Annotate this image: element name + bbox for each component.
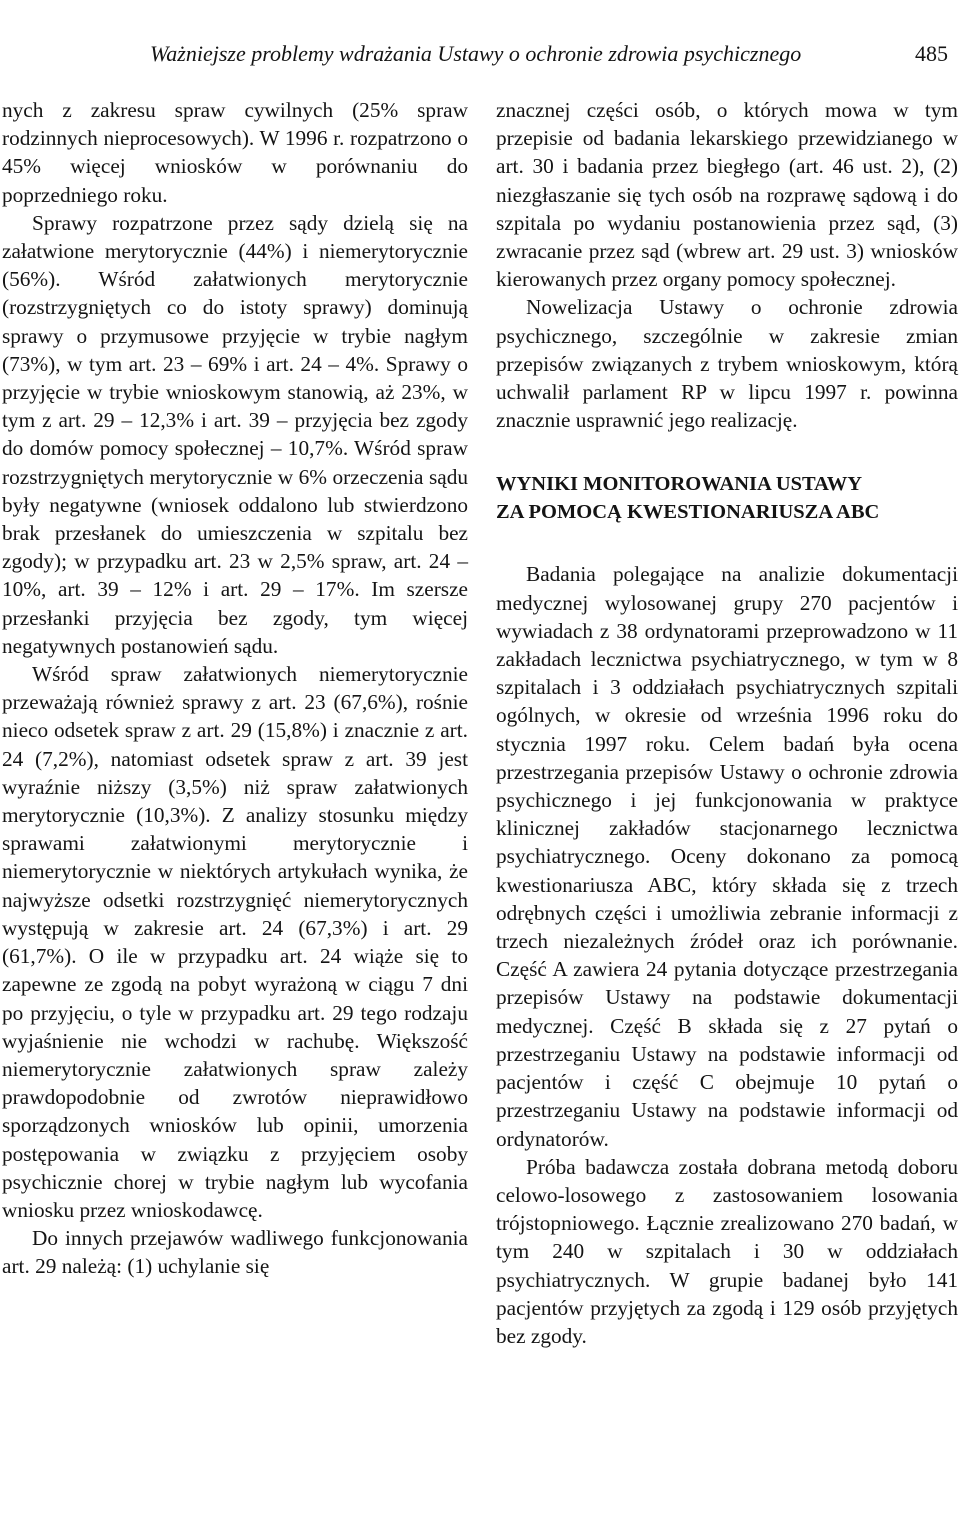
paragraph: Do innych przejawów wadliwego funkcjonowania art. 29 należą: (1) uchylanie się [2, 1226, 468, 1279]
running-title: Ważniejsze problemy wdrażania Ustawy o ochronie zdrowia psychicznego [150, 41, 802, 66]
section-heading [496, 470, 958, 526]
paragraph: nych z zakresu spraw cywilnych (25% spraw rodzinnych nieprocesowych). W 1996 r. rozpatrzono o 45% więcej wniosków w porównaniu do poprzedniego roku. [2, 98, 468, 207]
paragraph: Próba badawcza została dobrana metodą doboru celowo-losowego z zastosowaniem losowania trójstopniowego. Łącznie zrealizowano 270 badań, w tym 240 w szpitalach i 30 w oddziałach psychiatrycznych. W grupie badanej było 141 pacjentów przyjętych za zgodą i 129 osób przyjętych bez zgody. [496, 1154, 958, 1348]
paragraph: Badania polegające na analizie dokumentacji medycznej wylosowanej grupy 270 pacjentów i wywiadach z 38 ordynatorami przeprowadzono w 11 zakładach lecznictwa psychiatrycznego, w tym w 8 szpitalach i 3 oddziałach psychiatrycznych szpitali ogólnych, w okresie od września 1996 roku do stycznia 1997 roku. Celem badań była ocena przestrzegania przepisów Ustawy o ochronie zdrowia psychicznego i jej funkcjonowania w praktyce klinicznej zakładów stacjonarnego lecznictwa psychiatrycznego. Oceny dokonano za pomocą kwestionariusza ABC, który składa się z trzech odrębnych części i umożliwia zebranie informacji z trzech niezależnych źródeł oraz ich porównanie. Część A zawiera 24 pytania dotyczące przestrzegania przepisów Ustawy na podstawie dokumentacji medycznej. Część B składa się z 27 pytań o przestrzeganiu Ustawy na podstawie informacji od pacjentów i część C obejmuje 10 pytań o przestrzeganiu Ustawy na podstawie informacji od ordynatorów. [496, 562, 958, 1151]
section-heading-line: WYNIKI MONITOROWANIA USTAWY [496, 473, 863, 496]
section-heading-line: ZA POMOCĄ KWESTIONARIUSZA ABC [496, 501, 880, 524]
paragraph: Wśród spraw załatwionych niemerytorycznie przeważają również sprawy z art. 23 (67,6%), rośnie nieco odsetek spraw z art. 29 (15,8%) i znacznie z art. 24 (7,2%), natomiast odsetek spraw z art. 39 jest wyraźnie niższy (3,5%) niż spraw załatwionych merytorycznie (10,3%). Z analizy stosunku między sprawami załatwionymi merytorycznie i niemerytorycznie w niektórych artykułach wynika, że najwyższe odsetki rozstrzygnięć niemerytorycznych występują w zakresie art. 24 (67,3%) i art. 29 (61,7%). O ile w przypadku art. 24 wiąże się to zapewne ze zgodą na pobyt wyrażoną w ciągu 7 dni po przyjęciu, o tyle w przypadku art. 29 tego rodzaju wyjaśnienie nie wchodzi w rachubę. Większość niemerytorycznie załatwionych spraw zależy prawdopodobnie od zwrotów nieprawidłowo sporządzonych wniosków lub opinii, umorzenia postępowania w związku z przyjęciem osoby psychicznie chorej w trybie nagłym lub wycofania wniosku przez wnioskodawcę. [2, 662, 468, 1222]
right-column [496, 96, 958, 1350]
paragraph: Nowelizacja Ustawy o ochronie zdrowia psychicznego, szczególnie w zakresie zmian przepisów związanych z trybem wnioskowym, którą uchwalił parlament RP w lipcu 1997 r. powinna znacznie usprawnić jego realizację. [496, 295, 958, 433]
page-number: 485 [915, 41, 948, 66]
left-column [2, 96, 468, 1281]
paragraph: znacznej części osób, o których mowa w tym przepisie od badania lekarskiego przewidzianego w art. 30 i badania przez biegłego (art. 46 ust. 2), (2) niezgłaszanie się tych osób na rozprawę sądową i do szpitala po wydaniu postanowienia przez sąd, (3) zwracanie przez sąd (wbrew art. 29 ust. 3) wniosków kierowanych przez organy pomocy społecznej. [496, 98, 958, 292]
paragraph: Sprawy rozpatrzone przez sądy dzielą się na załatwione merytorycznie (44%) i niemerytorycznie (56%). Wśród załatwionych merytorycznie (rozstrzygniętych co do istoty sprawy) dominują sprawy o przymusowe przyjęcie w trybie nagłym (73%), w tym art. 23 – 69% i art. 24 – 4%. Sprawy o przyjęcie w trybie wnioskowym stanowią, aż 23%, w tym z art. 29 – 12,3% i art. 39 – przyjęcia bez zgody do domów pomocy społecznej – 10,7%. Wśród spraw rozstrzygniętych merytorycznie w 6% orzeczenia sądu były negatywne (wniosek oddalono lub stwierdzono brak przesłanek do umieszczenia w szpitalu bez zgody); w przypadku art. 23 w 2,5% spraw, art. 24 – 10%, art. 39 – 12% i art. 29 – 17%. Im szersze przesłanki przyjęcia bez zgody, tym więcej negatywnych postanowień sądu. [2, 210, 468, 658]
running-header [0, 40, 960, 80]
